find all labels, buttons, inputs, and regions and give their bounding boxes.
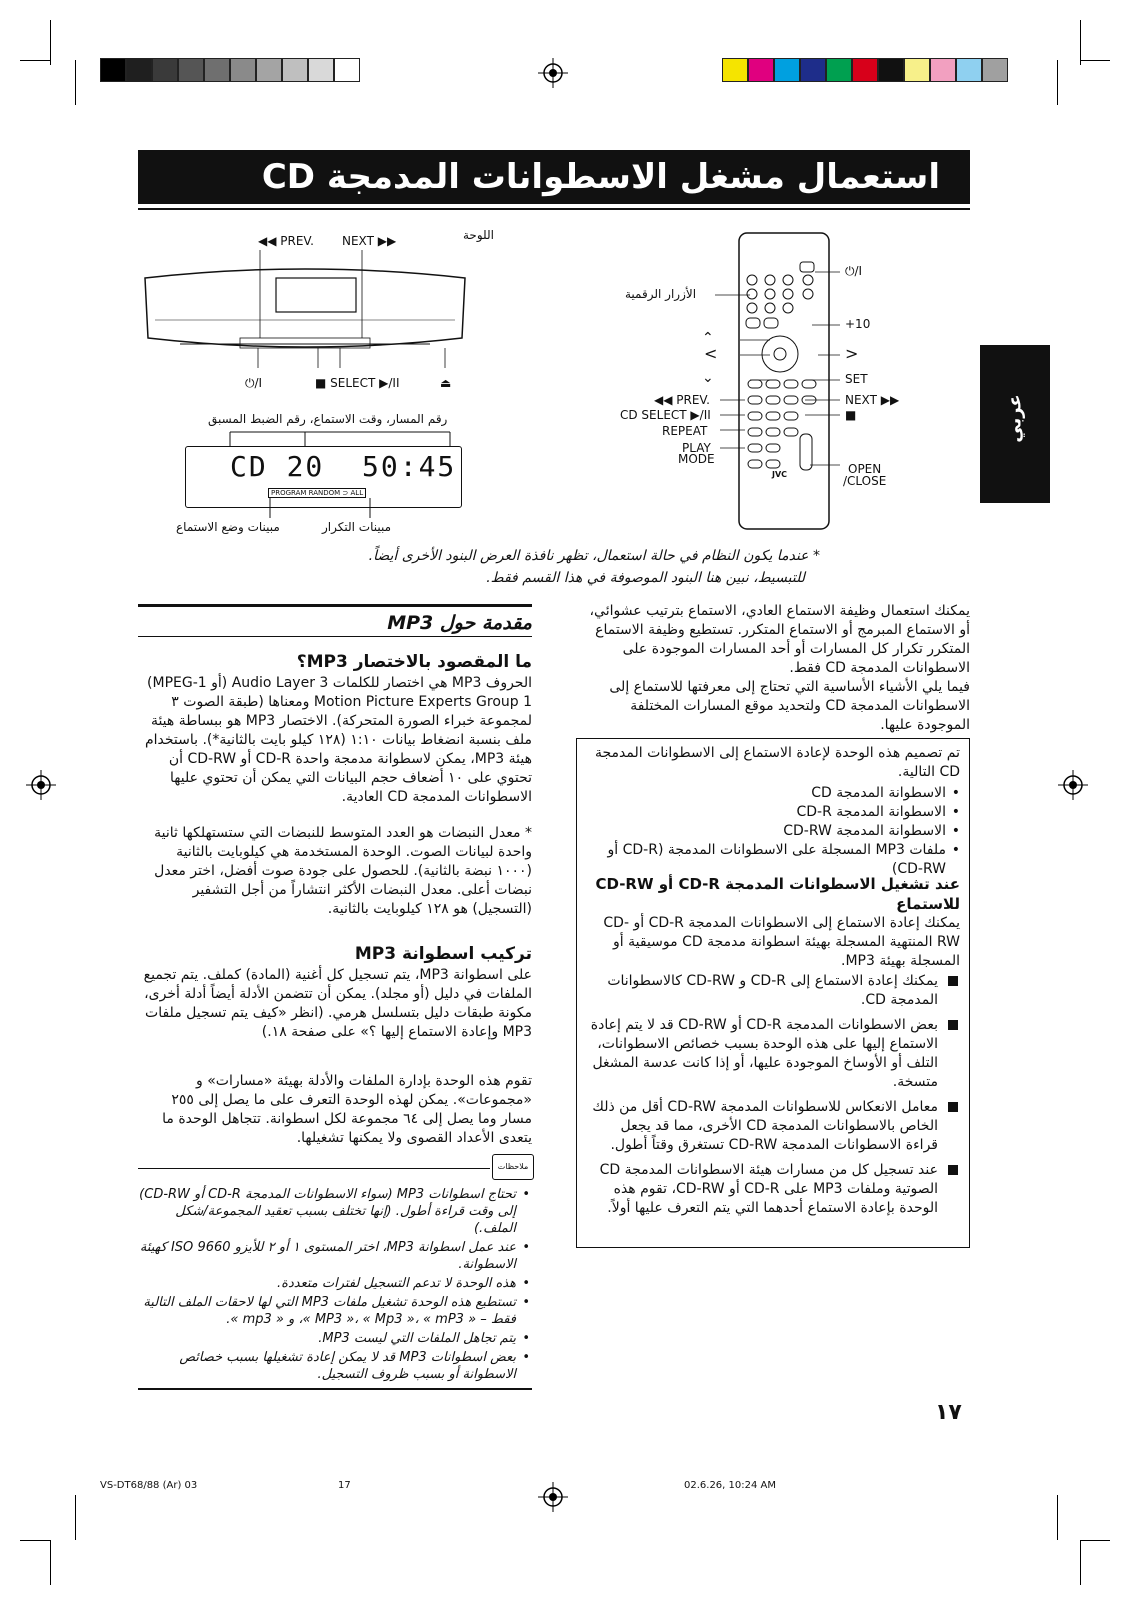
note-item: • تستطيع هذه الوحدة تشغيل ملفات MP3 التي لها لاحقات الملف التالية فقط – « MP3 »، « Mp3 »، « mP3 »، و « mp3 ».: [138, 1294, 532, 1328]
mp3-sub-heading-2: تركيب اسطوانة MP3: [354, 944, 532, 964]
color-swatch: [982, 58, 1008, 82]
title-rule: [138, 208, 970, 210]
mp3-paragraph-1: الحروف MP3 هي اختصار للكلمات Audio Layer 3 (أو MPEG-1) Motion Picture Experts Group 1 ومعناها (طبقة الصوت ٣ لمجموعة خبراء الصورة المتحركة). الاختصار MP3 هو ببساطة هيئة ملف بنسبة انضغاط بيانات ١:١٠ (١٢٨ كيلو بايت بالثانية*). باستخدام هيئة MP3، يمكن لاسطوانة مدمجة واحدة CD-R أو CD-RW أن تحتوي على ١٠ أضعاف حجم البيانات التي يمكن أن تحتوي عليها الاسطوانات المدمجة CD العادية.: [144, 675, 532, 805]
notes-list-container: [138, 1186, 532, 1385]
grayscale-bar: [100, 58, 360, 82]
remote-set-label: SET: [845, 372, 868, 386]
registration-mark-bottom: [538, 1482, 568, 1512]
remote-close-label: /CLOSE: [843, 474, 887, 488]
display-caption-top: رقم المسار، وقت الاستماع، رقم الضبط المسبق: [208, 412, 448, 426]
intro-paragraph: يمكنك استعمال وظيفة الاستماع العادي، الاستماع بترتيب عشوائي، أو الاستماع المبرمج أو الاستماع المتكرر. تستطيع وظيفة الاستماع المتكرر تكرار كل المسارات أو أحد المسارات الموجودة على الاسطوانات المدمجة CD فقط.: [589, 603, 970, 676]
gray-swatch: [334, 58, 360, 82]
gray-swatch: [204, 58, 230, 82]
footer-mid: 17: [338, 1480, 351, 1491]
remote-prev-label: ◀◀ PREV.: [654, 393, 710, 407]
remote-open-label: OPEN: [848, 462, 882, 476]
unit-prev-label: ◀◀ PREV.: [258, 234, 314, 248]
note-item: • يتم تجاهل الملفات التي ليست MP3.: [138, 1330, 532, 1347]
note-item: • عند عمل اسطوانة MP3، اختر المستوى ١ أو ٢ للأيزو 9660 ISO كهيئة الاسطوانة.: [138, 1239, 532, 1273]
color-calibration-bar: [722, 58, 1008, 82]
box-square-item: عند تسجيل كل من مسارات هيئة الاسطوانات المدمجة CD الصوتية وملفات MP3 على CD-R أو CD-RW، تقوم هذه الوحدة بإعادة الاستماع أحدهما التي يتم التعرف عليها أولاً.: [586, 1161, 960, 1218]
mp3-paragraph-3: تقوم هذه الوحدة بإدارة الملفات والأدلة بهيئة «مسارات» و «مجموعات». يمكن لهذه الوحدة التعرف على ما يصل إلى ٢٥٥ مسار وما يصل إلى ٦٤ مجموعة لكل اسطوانة. تتجاهل الوحدة ما يتعدى الأعداد القصوى ولا يمكنها تشغيلها.: [162, 1073, 532, 1146]
note-item: • هذه الوحدة لا تدعم التسجيل لفترات متعددة.: [138, 1275, 532, 1292]
unit-panel-label: اللوحة: [463, 228, 495, 242]
box-paragraph: يمكنك إعادة الاستماع إلى الاسطوانات المدمجة CD-R أو CD-RW المنتهية المسجلة بهيئة اسطوانة مدمجة CD موسيقية أو المسجلة بهيئة MP3.: [603, 915, 960, 969]
color-swatch: [956, 58, 982, 82]
display-caption-left: مبينات وضع الاستماع: [176, 520, 280, 534]
language-tab-label: عربي: [1004, 394, 1026, 443]
remote-brand: JVC: [772, 470, 788, 479]
box-square-item: بعض الاسطوانات المدمجة CD-R أو CD-RW قد لا يتم إعادة الاستماع إليها على هذه الوحدة بسبب خصائص الاسطوانات، التلف أو الأوساخ الموجودة عليها، أو إذا كانت عدسة المشغل متسخة.: [586, 1016, 960, 1092]
display-caption-right: مبينات التكرار: [322, 520, 392, 534]
mp3-heading-underline: [138, 636, 532, 637]
display-readout: CD 20 50:45: [230, 450, 457, 483]
remote-left-chevron: <: [704, 344, 718, 363]
box-intro: تم تصميم هذه الوحدة لإعادة الاستماع إلى الاسطوانات المدمجة CD التالية.: [594, 745, 960, 780]
remote-up-chevron: ⌃: [702, 330, 714, 346]
registration-mark-top: [538, 58, 568, 88]
color-swatch: [826, 58, 852, 82]
gray-swatch: [282, 58, 308, 82]
remote-mode-label: MODE: [678, 452, 715, 466]
registration-mark-left: [26, 770, 56, 800]
color-swatch: [904, 58, 930, 82]
unit-select-label: ■ SELECT ▶/II: [315, 376, 400, 390]
remote-repeat-label: REPEAT: [662, 424, 708, 438]
unit-eject-label: ⏏: [440, 376, 452, 390]
note-item: • تحتاج اسطوانات MP3 (سواء الاسطوانات المدمجة CD-R أو CD-RW) إلى وقت قراءة أطول. (إنها تختلف بسبب تعقيد المجموعة/شكل الملف.): [138, 1186, 532, 1237]
gray-swatch: [100, 58, 126, 82]
color-swatch: [930, 58, 956, 82]
footer-right: 02.6.26, 10:24 AM: [684, 1480, 776, 1491]
remote-down-chevron: ⌄: [702, 370, 714, 386]
diagram-footnote-1: * عندما يكون النظام في حالة استعمال، تظهر نافذة العرض البنود الأخرى أيضاً.: [368, 548, 820, 564]
color-swatch: [852, 58, 878, 82]
disc-type-item: • الاسطوانة المدمجة CD-RW: [586, 822, 960, 841]
display-bracket: [225, 428, 455, 448]
mp3-section-rule: [138, 604, 532, 607]
notes-icon: [492, 1154, 534, 1180]
color-swatch: [800, 58, 826, 82]
diagram-footnote-2: للتبسيط، نبين هنا البنود الموصوفة في هذا القسم فقط.: [486, 570, 805, 586]
page-number: ١٧: [935, 1400, 962, 1425]
remote-digits-label: الأزرار الرقمية: [625, 287, 697, 301]
box-square-item: معامل الانعكاس للاسطوانات المدمجة CD-RW أقل من ذلك الخاص بالاسطوانات المدمجة CD الأخرى، مما قد يجعل قراءة الاسطوانات المدمجة CD-RW تستغرق وقتاً أطول.: [586, 1098, 960, 1155]
disc-type-item: • الاسطوانة المدمجة CD: [586, 784, 960, 803]
notes-icon-label: ملاحظات: [497, 1162, 529, 1171]
display-indicators: PROGRAM RANDOM ⊃ ALL: [268, 488, 366, 498]
box-square-list: [586, 972, 960, 1224]
box-square-item: يمكنك إعادة الاستماع إلى CD-R و CD-RW كالاسطوانات المدمجة CD.: [586, 972, 960, 1010]
intro-paragraph-2: فيما يلي الأشياء الأساسية التي تحتاج إلى معرفتها للاستماع إلى الاسطوانات المدمجة CD ولتحديد موقع المسارات المختلفة الموجودة عليها.: [609, 679, 970, 733]
notes-rule: [138, 1168, 490, 1169]
mp3-paragraph-2: على اسطوانة MP3، يتم تسجيل كل أغنية (المادة) كملف. يتم تجميع الملفات في دليل (أو مجلد). يمكن أن تتضمن الأدلة أيضاً أدلة أخرى، مكونة طبقات دليل بتسلسل هرمي. (انظر «كيف يتم تسجيل ملفات MP3 وإعادة الاستماع إليها ؟» على صفحة ١٨.): [143, 967, 532, 1040]
disc-type-item: • الاسطوانة المدمجة CD-R: [586, 803, 960, 822]
color-swatch: [774, 58, 800, 82]
mp3-sub-heading-1: ما المقصود بالاختصار MP3؟: [296, 652, 532, 672]
gray-swatch: [308, 58, 334, 82]
remote-right-chevron: >: [845, 344, 859, 363]
unit-next-label: NEXT ▶▶: [342, 234, 397, 248]
remote-play-label: PLAY: [682, 441, 711, 455]
gray-swatch: [230, 58, 256, 82]
color-swatch: [748, 58, 774, 82]
box-heading: عند تشغيل الاسطوانات المدمجة CD-R أو CD-RW للاستماع: [595, 875, 960, 913]
note-item: • بعض اسطوانات MP3 قد لا يمكن إعادة تشغيلها بسبب خصائص الاسطوانة أو بسبب ظروف التسجيل.: [138, 1349, 532, 1383]
remote-power-label: ⏻/I: [845, 264, 863, 278]
remote-cd-select-label: CD SELECT ▶/II: [620, 408, 711, 422]
footer-left: VS-DT68/88 (Ar) 03: [100, 1480, 198, 1491]
gray-swatch: [256, 58, 282, 82]
notes-bottom-rule: [138, 1388, 532, 1390]
gray-swatch: [178, 58, 204, 82]
remote-plus10-label: +10: [845, 317, 871, 331]
disc-type-item: • ملفات MP3 المسجلة على الاسطوانات المدمجة (CD-R أو CD-RW): [586, 841, 960, 879]
display-lower-bracket: [265, 496, 375, 520]
mp3-section-heading: مقدمة حول MP3: [387, 612, 532, 634]
mp3-bitrate-note: * معدل النبضات هو العدد المتوسط للنبضات التي ستستهلكها ثانية واحدة لبيانات الصوت. الوحدة المستخدمة هي كيلوبايت بالثانية (١٠٠٠ نبضة بالثانية). للحصول على جودة صوت أفضل، اختر معدل نبضات أعلى. معدل النبضات الأكثر انتشاراً من أجل التشفير (التسجيل) هو ١٢٨ كيلوبايت بالثانية.: [154, 825, 532, 917]
remote-stop-label: ■: [845, 408, 857, 422]
gray-swatch: [126, 58, 152, 82]
page-title: استعمال مشغل الاسطوانات المدمجة CD: [138, 150, 970, 204]
gray-swatch: [152, 58, 178, 82]
remote-next-label: NEXT ▶▶: [845, 393, 900, 407]
color-swatch: [878, 58, 904, 82]
color-swatch: [722, 58, 748, 82]
registration-mark-right: [1058, 770, 1088, 800]
box-disc-list: [586, 784, 960, 879]
unit-front-panel-diagram: [140, 250, 470, 370]
unit-power-label: ⏻/I: [245, 376, 263, 390]
